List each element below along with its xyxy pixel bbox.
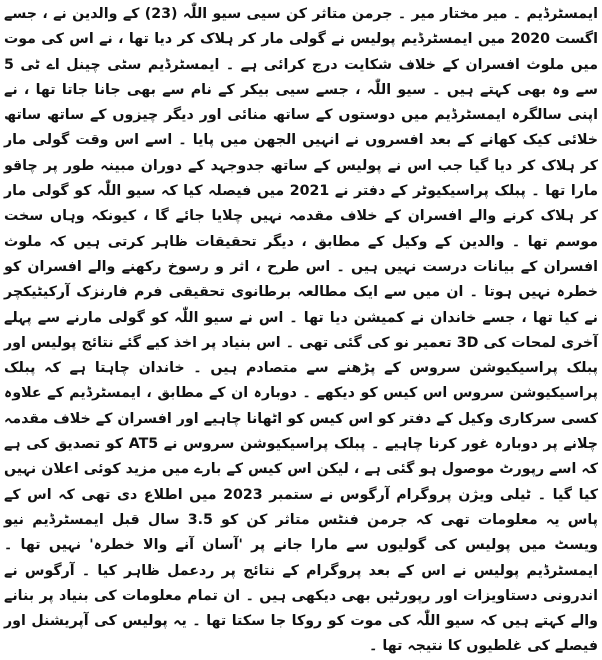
article-body <box>4 2 598 655</box>
article-paragraph: ایمسٹرڈیم ۔ میر مختار میر ۔ جرمن متاثر کن سیی سیو اللّٰہ (23) کے والدین نے ، جسے اگست 2020 میں ایمسٹرڈیم پولیس نے گولی مار کر ہلاک کر دیا تھا ، نے اس کی موت میں ملوث افسران کے خلاف شکایت درج کرائی ہے ۔ ایمسٹرڈیم سٹی چینل اے ٹی 5 سے وہ بھی کہتے ہیں ۔ سیو اللّٰہ ، جسے سیی بیکر کے نام سے بھی جانا جاتا تھا ، نے اپنی سالگرہ ایمسٹرڈیم میں دوستوں کے ساتھ منائی اور دیگر چیزوں کے ساتھ ساتھ خلائی کیک کھانے کے بعد افسروں نے انہیں الجھن میں پایا ۔ اسے اس وقت گولی مار کر ہلاک کر دیا گیا جب اس نے پولیس کے ساتھ جدوجہد کے دوران مبینہ طور پر چاقو مارا تھا ۔ پبلک پراسیکیوٹر کے دفتر نے 2021 میں فیصلہ کیا کہ سیو اللّٰہ کو گولی مار کر ہلاک کرنے والے افسران کے خلاف مقدمہ نہیں چلایا جائے گا ، کیونکہ وہاں سخت موسم تھا ۔ والدین کے وکیل کے مطابق ، دیگر تحقیقات ظاہر کرتی ہیں کہ ملوث افسران کے بیانات درست نہیں ہیں ۔ اس طرح ، اثر و رسوخ رکھنے والے افسران کو خطرہ نہیں ہوتا ۔ ان میں سے ایک مطالعہ برطانوی تحقیقی فرم فارنزک آرکیٹیکچر نے کیا تھا ، جسے خاندان نے کمیشن دیا تھا ۔ اس نے سیو اللّٰہ کو گولی مارنے سے پہلے آخری لمحات کی 3D تعمیر نو کی گئی تھی ۔ اس بنیاد پر اخذ کیے گئے نتائج پولیس اور پبلک پراسیکیوشن سروس کے پڑھنے سے متصادم ہیں ۔ خاندان چاہتا ہے کہ پبلک پراسیکیوشن سروس اس کیس کو دیکھے ۔ دوبارہ ان کے مطابق ، ایمسٹرڈیم کے علاوہ کسی سرکاری وکیل کے دفتر کو اس کیس کو اٹھانا چاہیے اور افسران کے خلاف مقدمہ چلانے پر دوبارہ غور کرنا چاہیے ۔ پبلک پراسیکیوشن سروس نے AT5 کو تصدیق کی ہے کہ اسے رپورٹ موصول ہو گئی ہے ، لیکن اس کیس کے بارے میں مزید کوئی اعلان نہیں کیا گیا ۔ ٹیلی ویژن پروگرام آرگوس نے ستمبر 2023 میں اطلاع دی تھی کہ اس کے پاس یہ معلومات تھی کہ جرمن فنٹس متاثر کن کو 3.5 سال قبل ایمسٹرڈیم نیو ویسٹ میں پولیس کی گولیوں سے مارا جانے پر 'آسان آنے والا خطرہ' نہیں تھا ۔ ایمسٹرڈیم پولیس نے اس کے بعد پروگرام کے نتائج پر ردعمل ظاہر کیا ۔ آرگوس نے اندرونی دستاویزات اور رپورٹیں بھی دیکھی ہیں ۔ ان تمام معلومات کی بنیاد پر بنانے والے کہتے ہیں کہ سیو اللّٰہ کی موت کو روکا جا سکتا تھا ۔ یہ پولیس کی آپریشنل اور فیصلے کی غلطیوں کا نتیجہ تھا ۔ <box>4 6 598 655</box>
